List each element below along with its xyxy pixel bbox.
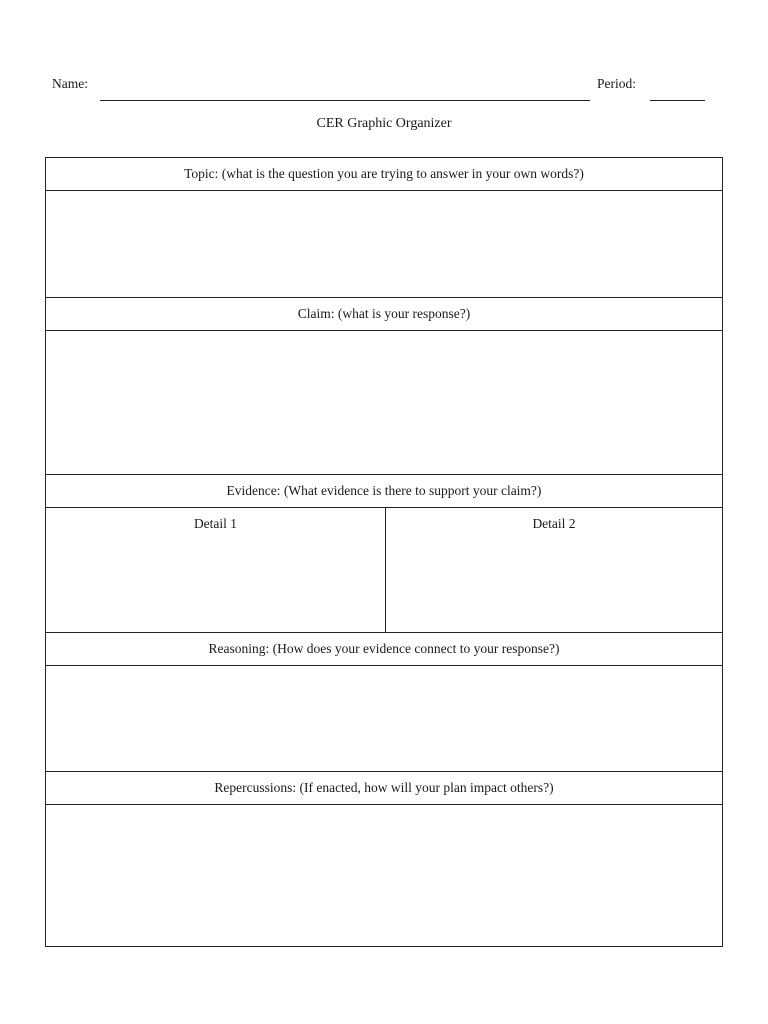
- period-label: Period:: [597, 76, 636, 91]
- page-title: CER Graphic Organizer: [316, 116, 452, 131]
- detail-1-label: Detail 1: [193, 516, 238, 531]
- claim-header: Claim: (what is your response?): [46, 298, 722, 331]
- period-field[interactable]: [650, 100, 705, 101]
- name-field[interactable]: [100, 100, 590, 101]
- detail-2-label: Detail 2: [532, 516, 576, 531]
- cer-organizer-table: [45, 157, 723, 947]
- reasoning-answer-box[interactable]: [46, 666, 722, 772]
- topic-answer-box[interactable]: [46, 191, 722, 298]
- repercussions-header: Repercussions: (If enacted, how will your plan impact others?): [46, 772, 722, 805]
- evidence-header: Evidence: (What evidence is there to support your claim?): [46, 475, 722, 508]
- repercussions-answer-box[interactable]: [46, 805, 722, 946]
- name-label: Name:: [52, 76, 88, 91]
- topic-header: Topic: (what is the question you are trying to answer in your own words?): [46, 158, 722, 191]
- reasoning-header: Reasoning: (How does your evidence connect to your response?): [46, 633, 722, 666]
- evidence-details-row: [46, 508, 722, 633]
- detail-2-box[interactable]: [386, 508, 722, 632]
- claim-answer-box[interactable]: [46, 331, 722, 475]
- detail-1-box[interactable]: [46, 508, 386, 632]
